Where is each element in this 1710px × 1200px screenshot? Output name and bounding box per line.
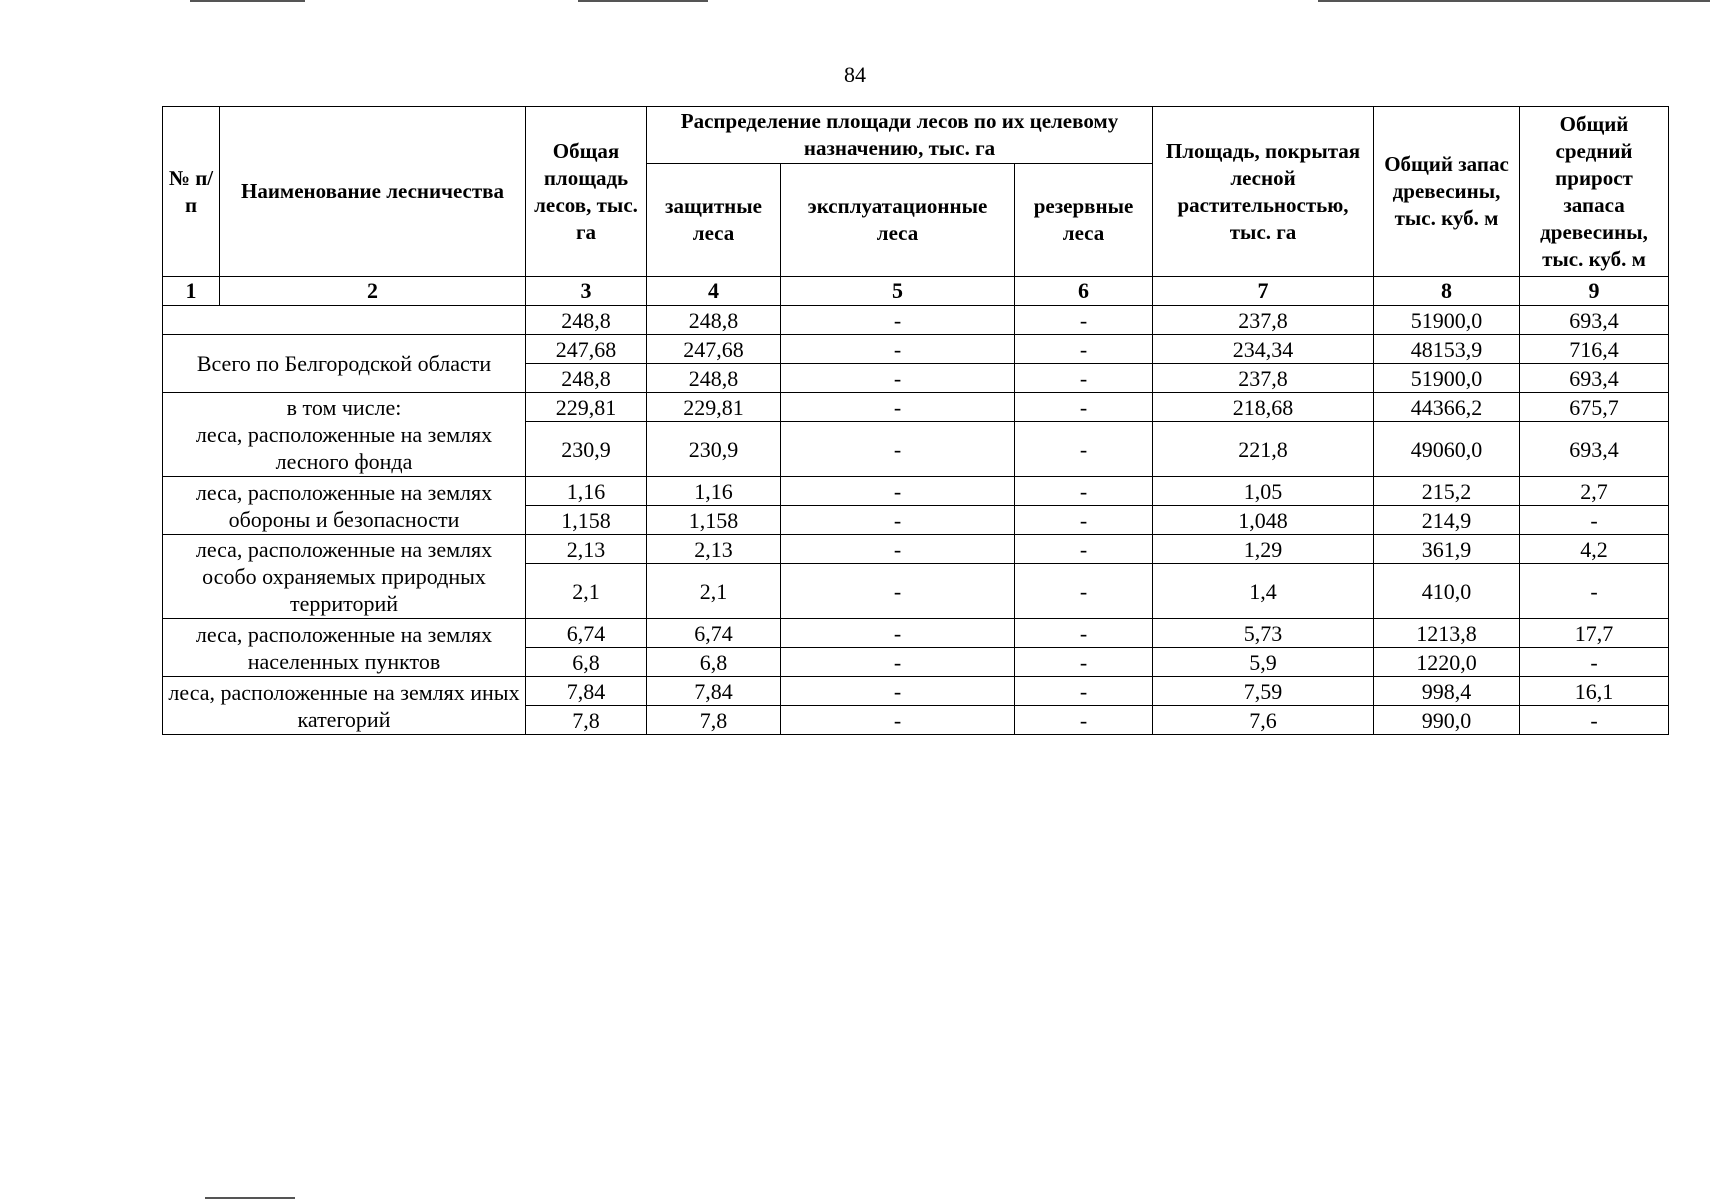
row-label-prefix: в том числе: — [286, 395, 402, 420]
row-label-text: леса, расположенные на землях лесного фонда — [195, 422, 493, 474]
cell-total-stock: 48153,9 — [1374, 335, 1520, 364]
column-number: 7 — [1153, 277, 1374, 306]
cell-total-stock: 410,0 — [1374, 564, 1520, 619]
cell-avg-growth: 2,7 — [1520, 477, 1669, 506]
cell-exploitation: - — [781, 706, 1015, 735]
header-avg-growth: Общий средний прирост запаса древесины, тыс. куб. м — [1520, 107, 1669, 277]
cell-total-stock: 51900,0 — [1374, 364, 1520, 393]
cell-protective: 7,8 — [647, 706, 781, 735]
cell-reserve: - — [1015, 422, 1153, 477]
cell-exploitation: - — [781, 564, 1015, 619]
cell-total-area: 247,68 — [526, 335, 647, 364]
cell-protective: 6,74 — [647, 619, 781, 648]
header-exploitation: эксплуатационные леса — [781, 164, 1015, 277]
column-number: 2 — [220, 277, 526, 306]
cell-exploitation: - — [781, 477, 1015, 506]
cell-covered-area: 5,73 — [1153, 619, 1374, 648]
cell-avg-growth: 693,4 — [1520, 306, 1669, 335]
cell-reserve: - — [1015, 393, 1153, 422]
cell-total-stock: 361,9 — [1374, 535, 1520, 564]
cell-exploitation: - — [781, 306, 1015, 335]
cell-covered-area: 234,34 — [1153, 335, 1374, 364]
column-number: 3 — [526, 277, 647, 306]
cell-covered-area: 237,8 — [1153, 364, 1374, 393]
cell-avg-growth: 16,1 — [1520, 677, 1669, 706]
cell-total-area: 7,84 — [526, 677, 647, 706]
cell-exploitation: - — [781, 648, 1015, 677]
row-label — [163, 306, 526, 335]
cell-covered-area: 1,05 — [1153, 477, 1374, 506]
cell-reserve: - — [1015, 506, 1153, 535]
forest-area-table — [162, 106, 1669, 735]
cell-reserve: - — [1015, 648, 1153, 677]
cell-protective: 248,8 — [647, 364, 781, 393]
cell-covered-area: 5,9 — [1153, 648, 1374, 677]
cell-total-area: 2,1 — [526, 564, 647, 619]
row-label: леса, расположенные на землях особо охраняемых природных территорий — [163, 535, 526, 619]
header-distribution-group: Распределение площади лесов по их целевому назначению, тыс. га — [647, 107, 1153, 164]
cell-exploitation: - — [781, 535, 1015, 564]
cell-protective: 2,13 — [647, 535, 781, 564]
cell-total-area: 1,16 — [526, 477, 647, 506]
scan-edge-mark — [190, 0, 305, 2]
cell-avg-growth: - — [1520, 506, 1669, 535]
cell-protective: 1,158 — [647, 506, 781, 535]
cell-total-stock: 214,9 — [1374, 506, 1520, 535]
header-num: № п/п — [163, 107, 220, 277]
cell-reserve: - — [1015, 306, 1153, 335]
table-row — [163, 677, 1669, 706]
cell-covered-area: 218,68 — [1153, 393, 1374, 422]
cell-avg-growth: - — [1520, 648, 1669, 677]
cell-exploitation: - — [781, 335, 1015, 364]
cell-total-area: 1,158 — [526, 506, 647, 535]
cell-total-area: 248,8 — [526, 364, 647, 393]
cell-covered-area: 221,8 — [1153, 422, 1374, 477]
cell-avg-growth: - — [1520, 706, 1669, 735]
cell-total-stock: 51900,0 — [1374, 306, 1520, 335]
cell-covered-area: 7,6 — [1153, 706, 1374, 735]
cell-total-area: 2,13 — [526, 535, 647, 564]
scan-edge-mark — [578, 0, 708, 2]
cell-reserve: - — [1015, 619, 1153, 648]
cell-total-area: 229,81 — [526, 393, 647, 422]
cell-total-stock: 1220,0 — [1374, 648, 1520, 677]
cell-covered-area: 237,8 — [1153, 306, 1374, 335]
cell-total-area: 248,8 — [526, 306, 647, 335]
header-covered-area: Площадь, покрытая лесной растительностью, тыс. га — [1153, 107, 1374, 277]
table-row — [163, 335, 1669, 364]
cell-total-stock: 1213,8 — [1374, 619, 1520, 648]
scan-edge-mark — [205, 1197, 295, 1199]
table-row — [163, 619, 1669, 648]
cell-avg-growth: 716,4 — [1520, 335, 1669, 364]
header-total-stock: Общий запас древесины, тыс. куб. м — [1374, 107, 1520, 277]
header-name: Наименование лесничества — [220, 107, 526, 277]
cell-total-area: 230,9 — [526, 422, 647, 477]
cell-protective: 229,81 — [647, 393, 781, 422]
column-number: 4 — [647, 277, 781, 306]
cell-covered-area: 1,048 — [1153, 506, 1374, 535]
scan-edge-mark — [1318, 0, 1710, 2]
column-number: 1 — [163, 277, 220, 306]
cell-protective: 230,9 — [647, 422, 781, 477]
cell-reserve: - — [1015, 477, 1153, 506]
cell-total-area: 7,8 — [526, 706, 647, 735]
cell-protective: 2,1 — [647, 564, 781, 619]
cell-exploitation: - — [781, 393, 1015, 422]
cell-total-area: 6,74 — [526, 619, 647, 648]
header-total-area: Общая площадь лесов, тыс. га — [526, 107, 647, 277]
cell-covered-area: 1,4 — [1153, 564, 1374, 619]
cell-covered-area: 1,29 — [1153, 535, 1374, 564]
header-reserve: резервные леса — [1015, 164, 1153, 277]
cell-protective: 248,8 — [647, 306, 781, 335]
cell-avg-growth: 675,7 — [1520, 393, 1669, 422]
cell-exploitation: - — [781, 506, 1015, 535]
cell-total-stock: 990,0 — [1374, 706, 1520, 735]
cell-avg-growth: 17,7 — [1520, 619, 1669, 648]
table-row — [163, 535, 1669, 564]
cell-exploitation: - — [781, 364, 1015, 393]
cell-reserve: - — [1015, 677, 1153, 706]
cell-reserve: - — [1015, 564, 1153, 619]
cell-total-area: 6,8 — [526, 648, 647, 677]
header-protective: защитные леса — [647, 164, 781, 277]
row-label: леса, расположенные на землях населенных пунктов — [163, 619, 526, 677]
column-number: 5 — [781, 277, 1015, 306]
cell-avg-growth: 693,4 — [1520, 364, 1669, 393]
page-number: 84 — [844, 62, 866, 87]
cell-total-stock: 44366,2 — [1374, 393, 1520, 422]
table-row — [163, 306, 1669, 335]
cell-total-stock: 998,4 — [1374, 677, 1520, 706]
column-number: 9 — [1520, 277, 1669, 306]
cell-protective: 1,16 — [647, 477, 781, 506]
cell-protective: 6,8 — [647, 648, 781, 677]
cell-total-stock: 49060,0 — [1374, 422, 1520, 477]
row-label — [163, 393, 526, 477]
cell-protective: 7,84 — [647, 677, 781, 706]
cell-avg-growth: 693,4 — [1520, 422, 1669, 477]
table-row — [163, 393, 1669, 422]
table-row — [163, 477, 1669, 506]
cell-reserve: - — [1015, 535, 1153, 564]
column-number: 8 — [1374, 277, 1520, 306]
cell-total-stock: 215,2 — [1374, 477, 1520, 506]
row-label: леса, расположенные на землях иных категорий — [163, 677, 526, 735]
cell-reserve: - — [1015, 706, 1153, 735]
cell-exploitation: - — [781, 422, 1015, 477]
cell-reserve: - — [1015, 335, 1153, 364]
row-label: леса, расположенные на землях обороны и безопасности — [163, 477, 526, 535]
cell-avg-growth: 4,2 — [1520, 535, 1669, 564]
cell-protective: 247,68 — [647, 335, 781, 364]
row-label: Всего по Белгородской области — [163, 335, 526, 393]
cell-avg-growth: - — [1520, 564, 1669, 619]
cell-exploitation: - — [781, 619, 1015, 648]
cell-reserve: - — [1015, 364, 1153, 393]
column-number: 6 — [1015, 277, 1153, 306]
cell-exploitation: - — [781, 677, 1015, 706]
cell-covered-area: 7,59 — [1153, 677, 1374, 706]
